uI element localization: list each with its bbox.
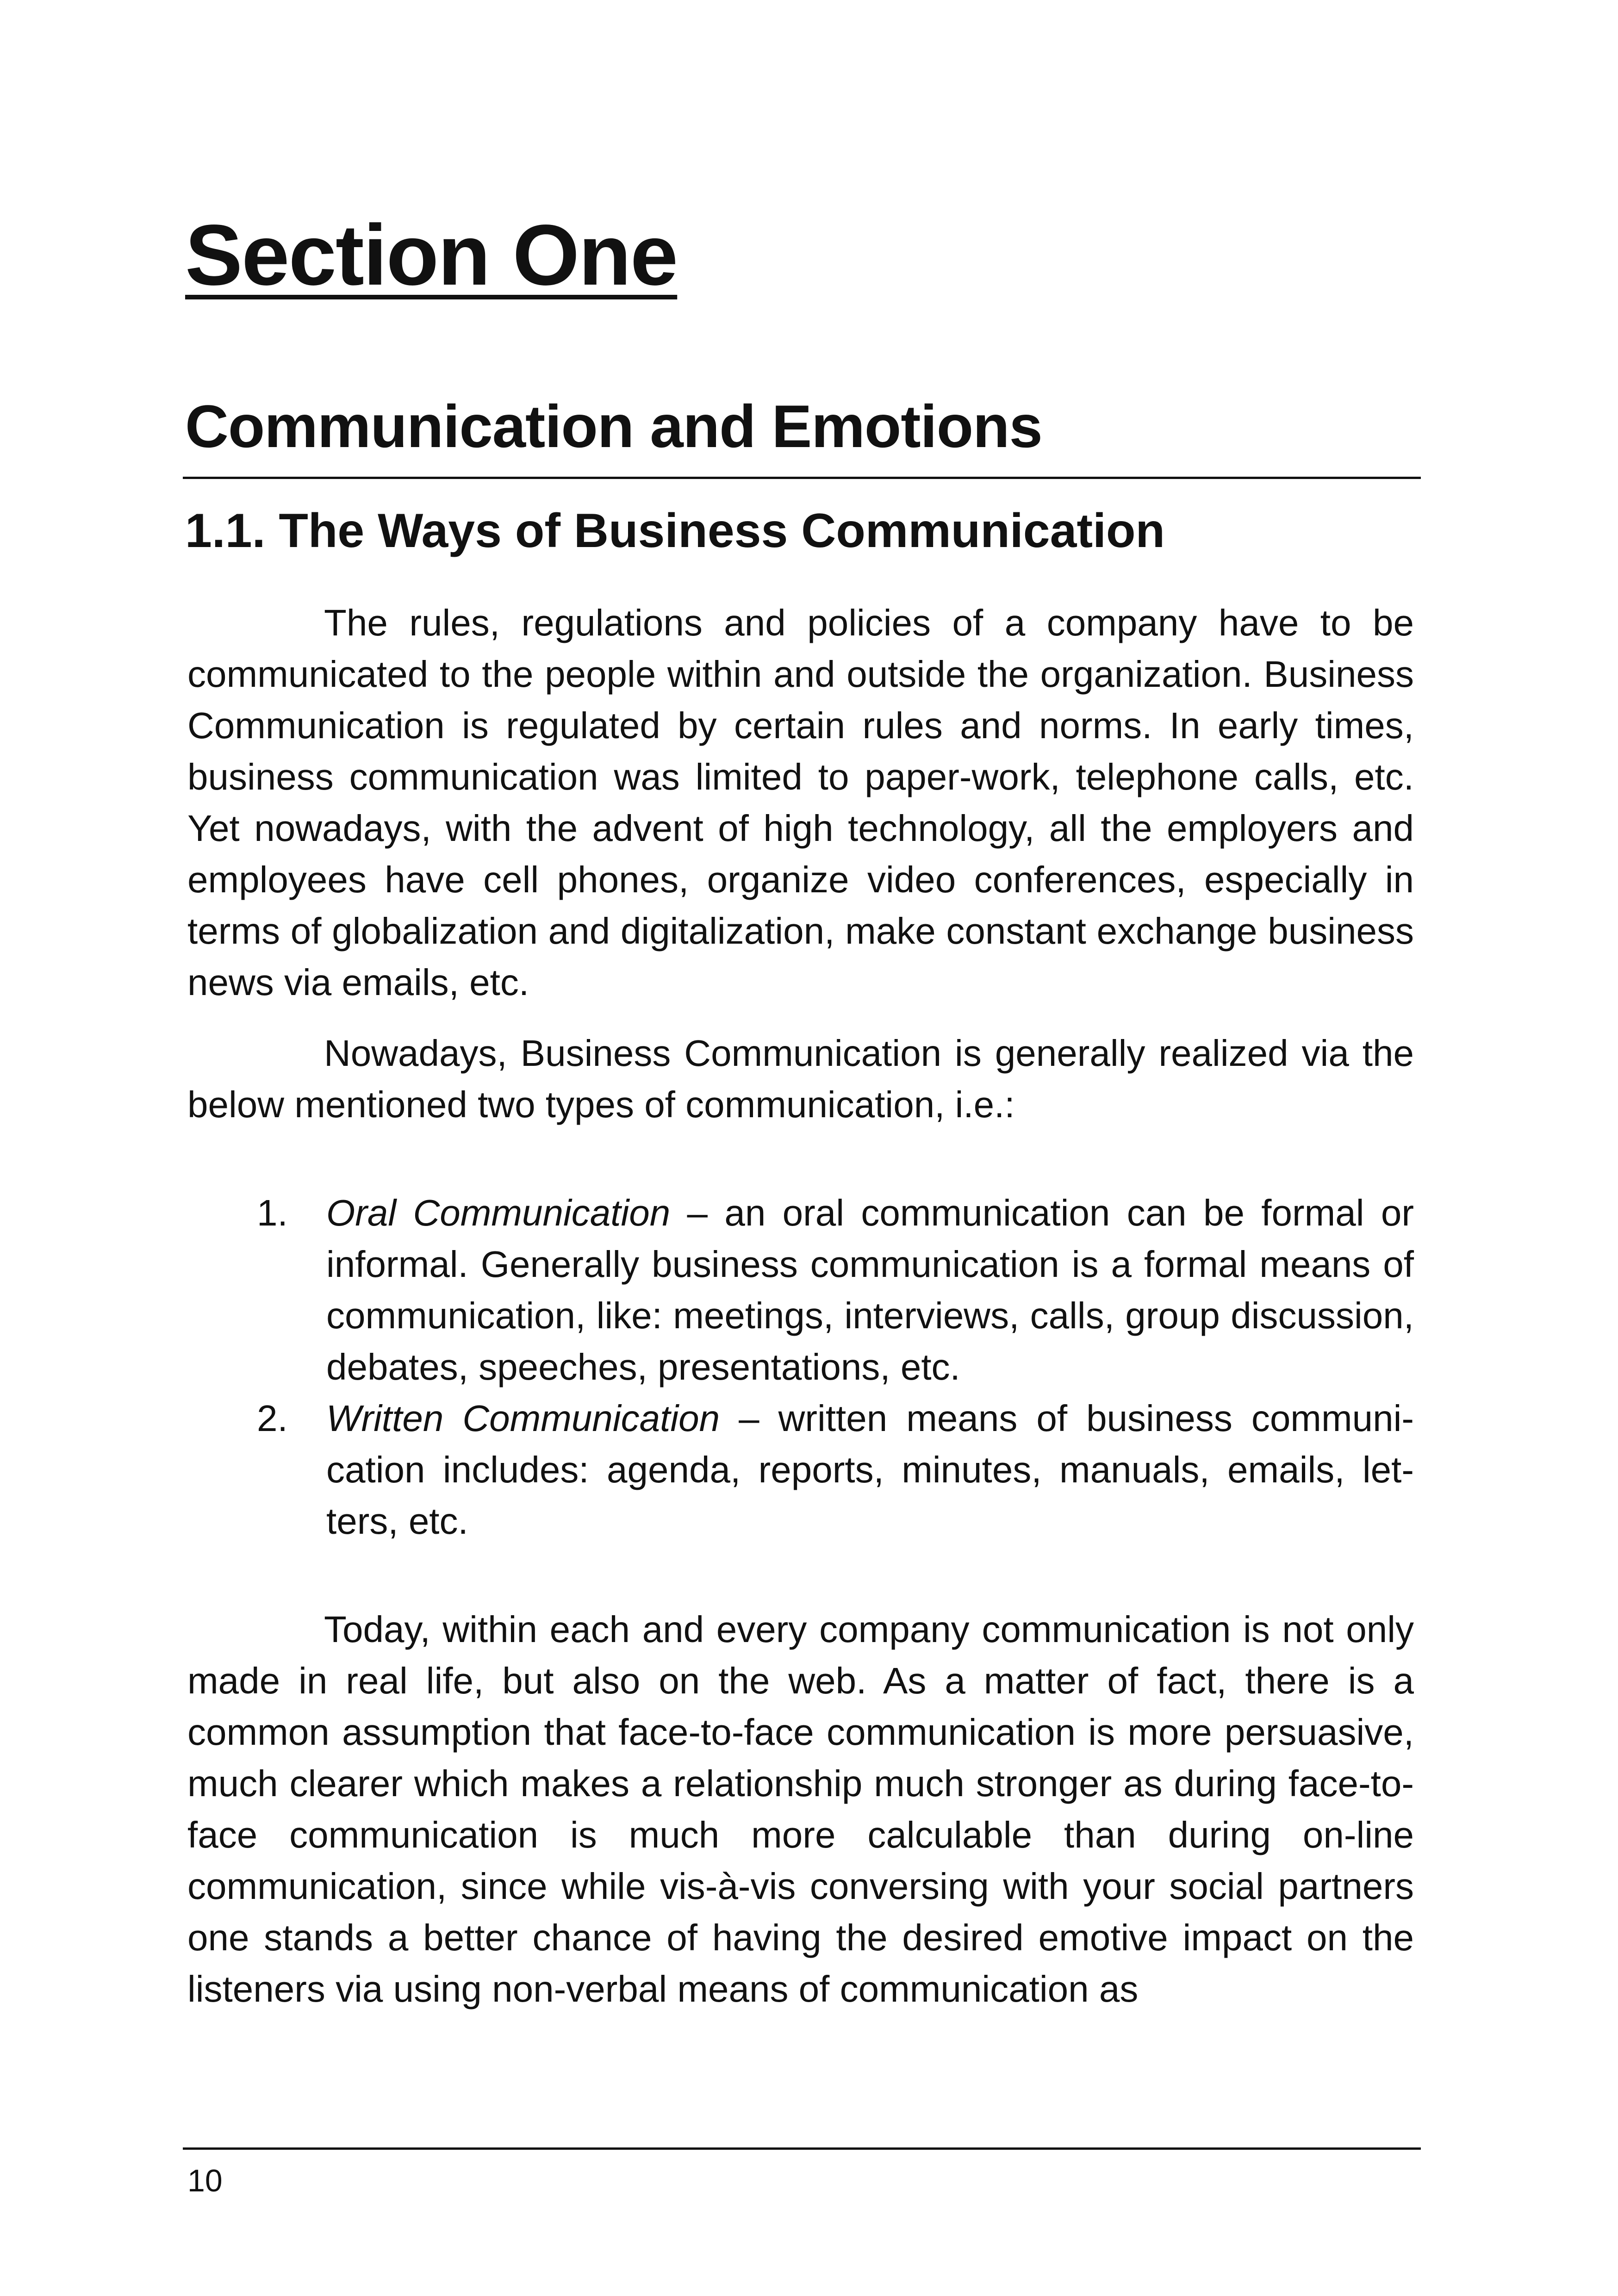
list-item-term: Written Communication xyxy=(326,1398,720,1439)
communication-types-list xyxy=(187,1187,1414,1547)
list-item-oral-communication xyxy=(187,1187,1414,1393)
list-item-number: 1. xyxy=(257,1192,288,1233)
list-item-description: – written means of business communication includes: agenda, reports, minutes, manuals, emails, letters, etc. xyxy=(326,1398,1414,1542)
list-item-term: Oral Communication xyxy=(326,1192,671,1233)
list-item-number: 2. xyxy=(257,1398,288,1439)
body-paragraph-3: Today, within each and every company communication is not only made in real life, but also on the web. As a matter of fact, there is a common assumption that face-to-face communication is more persuasive, much clearer which makes a relationship much stronger as during face-to-face communication is much more calculable than during on-line communication, since while vis-à-vis conversing with your social partners one stands a better chance of having the desired emotive impact on the listeners via using non-verbal means of communication as xyxy=(187,1609,1414,2010)
body-paragraph-1: The rules, regulations and policies of a company have to be communicated to the people within and outside the organization. Business Communication is regulated by certain rules and norms. In early times, business communication was limited to paper-work, telephone calls, etc. Yet nowadays, with the advent of high technology, all the employers and employees have cell phones, organize video conferences, especially in terms of globalization and digitalization, make constant exchange business news via emails, etc. xyxy=(187,602,1414,1003)
page-number: 10 xyxy=(187,2163,223,2198)
section-title: Section One xyxy=(185,207,678,303)
header-divider xyxy=(183,477,1421,479)
list-item-written-communication xyxy=(187,1393,1414,1547)
subsection-title: 1.1. The Ways of Business Communication xyxy=(185,504,1165,558)
list-item-description: – an oral communication can be formal or informal. Generally business communication is a formal means of communication, like: meetings, interviews, calls, group discussion, debates, speeches, presentations, etc. xyxy=(326,1192,1414,1388)
footer-divider xyxy=(183,2147,1421,2150)
body-paragraph-2: Nowadays, Business Communication is generally realized via the below mentioned two types of communication, i.e.: xyxy=(187,1033,1414,1125)
chapter-title: Communication and Emotions xyxy=(185,392,1042,460)
